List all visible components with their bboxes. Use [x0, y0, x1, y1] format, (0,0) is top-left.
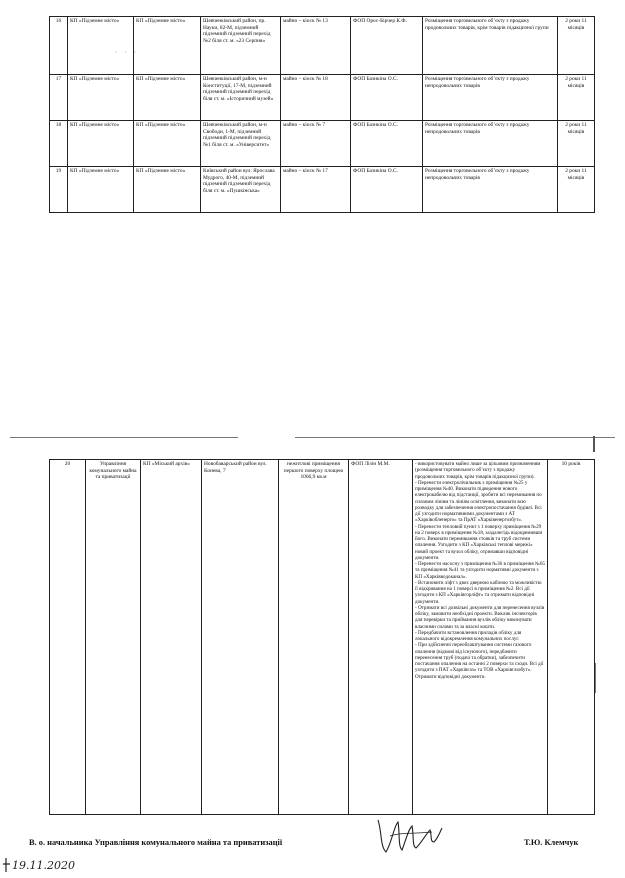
condition-item: - Встановити ліфт з двох дверною кабіною та можливістю її відкривання на 1 поверсі в приміщення №2. Всі дії узгодити з КП «Харківгорліфт» та отримати відповідні документи.	[415, 579, 542, 605]
table-row	[50, 121, 595, 167]
tenant-cell: ФОП Лізін М.М.	[349, 460, 413, 815]
tenant-cell: ФОП Базикіна О.С.	[351, 75, 423, 121]
address-cell: Шевченківський район, м-н Конституції, 17-М, підземний підземний підземний перехід біля ст. м. «Історичний музей»	[201, 75, 281, 121]
purpose-cell: Розміщення торговельного об’єкту з продажу непродовольчих товарів	[423, 167, 558, 213]
page-break-rule	[10, 437, 238, 438]
row-number: 19	[50, 167, 68, 213]
owner-cell: Управління комунального майна та приватизації	[86, 460, 141, 815]
holder-cell: КП «Підземне місто»	[134, 121, 201, 167]
scan-mark	[593, 436, 595, 452]
owner-cell: КП «Підземне місто»	[68, 75, 134, 121]
registration-stamp	[2, 852, 75, 874]
address-cell: Шевченківський район, м-н Свободи, 1-М, підземний підземний підземний перехід №1 біля ст. м. «Університет»	[201, 121, 281, 167]
term-cell: 2 роки 11 місяців	[558, 167, 595, 213]
holder-cell: КП «Підземне місто»	[134, 75, 201, 121]
holder-cell: КП «Підземне місто»	[134, 167, 201, 213]
tenant-cell: ФОП Орос-Бірчер К.Ф.	[351, 17, 423, 75]
row-number: 17	[50, 75, 68, 121]
row-number: 16	[50, 17, 68, 75]
object-cell: майно – кіоск № 13	[281, 17, 351, 75]
stamp-text: 19.11.2020	[12, 859, 75, 872]
scan-dots: · · ·	[115, 50, 139, 56]
purpose-cell: Розміщення торговельного об’єкту з продажу продовольчих товарів, крім товарів підакцизної групи	[423, 17, 558, 75]
term-cell: 2 роки 11 місяців	[558, 17, 595, 75]
holder-cell: КП «Підземне місто»	[134, 17, 201, 75]
object-cell: майно – кіоск № 18	[281, 75, 351, 121]
object-cell: майно – кіоск № 7	[281, 121, 351, 167]
purpose-cell: Розміщення торговельного об’єкту з продажу непродовольчих товарів	[423, 121, 558, 167]
row-number: 18	[50, 121, 68, 167]
condition-item: - Перенести насосну з приміщення №36 в приміщення №65 та приміщення №41 та узгодити нормативні документи з КП «Харківводоканал».	[415, 561, 545, 580]
tenant-cell: ФОП Базикіна О.С.	[351, 121, 423, 167]
table-row	[50, 460, 595, 815]
handwritten-signature	[372, 812, 444, 858]
conditions-cell	[413, 460, 548, 815]
term-cell: 2 роки 11 місяців	[558, 75, 595, 121]
table-row	[50, 17, 595, 75]
page-break-rule-right	[295, 437, 615, 438]
condition-item: - При здійсненні переоблаштування системи газового опалення (відмові від існуючого), передбачити перенесення труб (подачі та обратки), забезпечити постачання опалення на останні 2 поверхи та сходи. Всі дії узгодити з ПАТ «Харківгаз» та ТОВ «Харківгаззбут». Отримати відповідні документи.	[415, 642, 544, 680]
condition-item: - Перенести тепловий пункт з 1 поверху приміщення №29 на 2 поверх в приміщення №18, заздалегідь відокремивши його. Виконати перемикання стояків та труб системи опалення. Узгодити з КП «Харківські теплові мережі» новий проект та вузол обліку, отримавши відповідні документи.	[415, 523, 543, 561]
table-row	[50, 167, 595, 213]
owner-cell: КП «Підземне місто»	[68, 121, 134, 167]
signatory-title: В. о. начальника Управління комунального майна та приватизації	[29, 838, 283, 847]
holder-cell: КП «Міський архів»	[141, 460, 202, 815]
address-cell: Київський район вул. Ярослава Мудрого, 40-М, підземний підземний підземний перехід біля ст. м. «Пушкінська»	[201, 167, 281, 213]
address-cell: Новобаварський район вул. Конева, 7	[202, 460, 279, 815]
table-row	[50, 75, 595, 121]
object-cell: майно – кіоск № 17	[281, 167, 351, 213]
condition-item: - Передбачити встановлення приладів обліку для локального відокремлення комунальних послуг.	[415, 629, 522, 642]
scan-mark	[595, 663, 596, 693]
condition-item: - використовувати майно лише за цільовим призначенням (розміщення торговельного об’єкту з продажу продовольчих товарів, крім товарів підакцизної групи).	[415, 461, 541, 480]
tenant-cell: ФОП Базикіна О.С.	[351, 167, 423, 213]
owner-cell: КП «Підземне місто»	[68, 167, 134, 213]
property-table-bottom	[49, 459, 595, 815]
row-number: 20	[50, 460, 86, 815]
condition-item: - Перенести електролічильник з приміщення №25 у приміщення №40. Виконати підведення нового електрокабелю від підстанції, зробити всі перемикання по силовим лініям та лініям освітлення, виконати всю розводку для забезпечення електропостачання будівлі. Всі дії узгодити нормативними документами з АТ «Харківобленерго» та ПрАТ «Харківенергозбут».	[415, 479, 542, 524]
property-table-top	[49, 16, 595, 213]
purpose-cell: Розміщення торговельного об’єкту з продажу непродовольчих товарів	[423, 75, 558, 121]
term-cell: 10 років	[548, 460, 595, 815]
condition-item: - Отримати всі дозвільні документи для перенесення вузлів обліку, замовити необхідні проекти. Виклик інспекторів для перевірки та приймання вузлів обліку виконувати власними силами та за власні кошти.	[415, 604, 545, 630]
signatory-name: Т.Ю. Клемчук	[524, 838, 579, 847]
object-cell: нежитлові приміщення першого поверху площею 1066,9 кв.м	[279, 460, 349, 815]
address-cell: Шевченківський район, пр. Науки, 82-М, підземний підземний підземний перехід №2 біля ст. м. «23 Серпня»	[201, 17, 281, 75]
term-cell: 2 роки 11 місяців	[558, 121, 595, 167]
owner-cell: КП «Підземне місто»	[68, 17, 134, 75]
